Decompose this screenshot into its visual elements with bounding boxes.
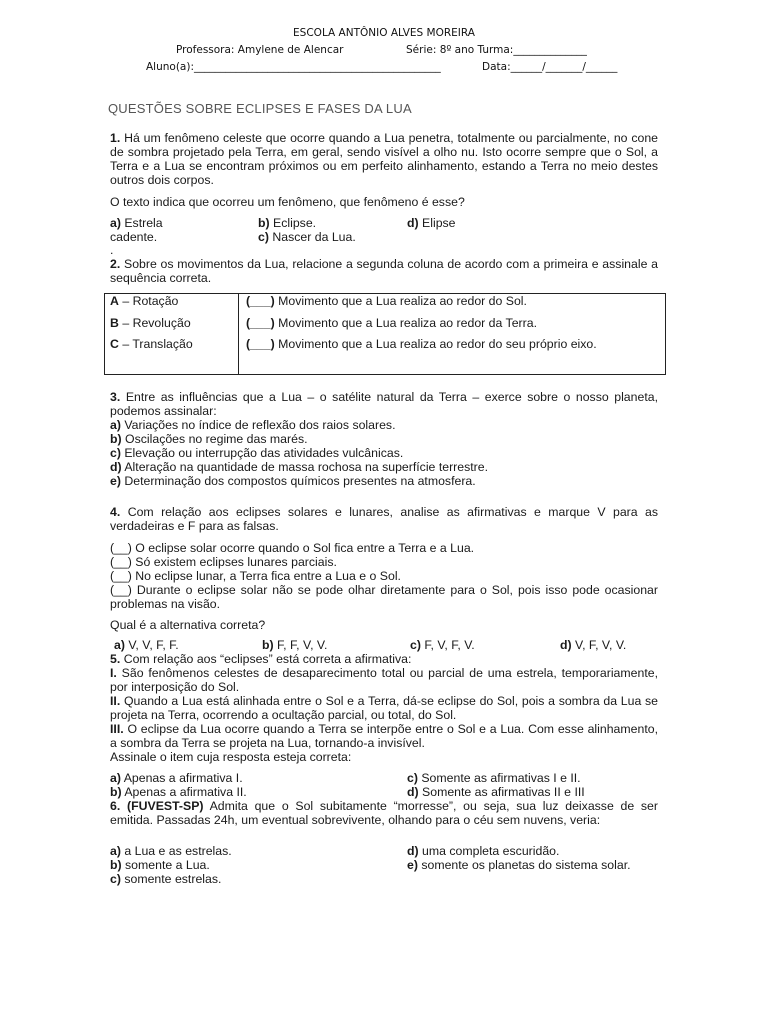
q3-option-a: a) Variações no índice de reflexão dos raios solares.: [110, 418, 396, 432]
q1-dot: .: [110, 243, 114, 257]
q4-item-2: (__) Só existem eclipses lunares parciais.: [110, 555, 337, 569]
q1-option-c: c) Nascer da Lua.: [258, 230, 356, 244]
q6-option-b: b) somente a Lua.: [110, 858, 210, 872]
q6-option-e: e) somente os planetas do sistema solar.: [407, 858, 631, 872]
teacher-name: Professora: Amylene de Alencar: [176, 44, 344, 56]
grade-field: Série: 8º ano Turma:______________: [406, 44, 587, 56]
q6-text: 6. (FUVEST-SP) Admita que o Sol subitamente “morresse”, ou seja, sua luz deixasse de ser emitida. Passadas 24h, um eventual sobrevivente, olhando para o céu sem nuvens, veria:: [110, 799, 658, 827]
q2-left-c: C – Translação: [110, 337, 193, 351]
q2-left-a: A – Rotação: [110, 294, 179, 308]
q1-option-a: a) Estrela: [110, 216, 163, 230]
q4-question: Qual é a alternativa correta?: [110, 618, 266, 632]
date-field: Data:______/_______/______: [482, 61, 618, 73]
q5-statement-2: II. Quando a Lua está alinhada entre o Sol e a Terra, dá-se eclipse do Sol, pois a sombra da Lua se projeta na Terra, ocorrendo a ocultação parcial, ou total, do Sol.: [110, 694, 659, 722]
q1-option-d: d) Elipse: [407, 216, 456, 230]
q5-option-b: b) Apenas a afirmativa II.: [110, 785, 247, 799]
q3-option-b: b) Oscilações no regime das marés.: [110, 432, 308, 446]
q4-item-3: (__) No eclipse lunar, a Terra fica entre a Lua e o Sol.: [110, 569, 401, 583]
q4-item-1: (__) O eclipse solar ocorre quando o Sol fica entre a Terra e a Lua.: [110, 541, 475, 555]
q5-statement-1: I. São fenômenos celestes de desaparecimento total ou parcial de uma estrela, temporariamente, por interposição do Sol.: [110, 666, 658, 694]
q4-option-c: c) F, V, F, V.: [410, 638, 475, 652]
q1-question: O texto indica que ocorreu um fenômeno, que fenômeno é esse?: [110, 195, 465, 209]
q5-option-a: a) Apenas a afirmativa I.: [110, 771, 243, 785]
q2-left-b: B – Revolução: [110, 316, 191, 330]
q4-option-b: b) F, F, V, V.: [262, 638, 328, 652]
q4-option-d: d) V, F, V, V.: [560, 638, 627, 652]
q2-right-2: (___) Movimento que a Lua realiza ao redor da Terra.: [246, 316, 537, 330]
q4-option-a: a) V, V, F, F.: [114, 638, 179, 652]
q1-option-a-cont: cadente.: [110, 230, 158, 244]
q5-question: Assinale o item cuja resposta esteja correta:: [110, 750, 352, 764]
q4-item-4: (__) Durante o eclipse solar não se pode olhar diretamente para o Sol, pois isso pode ocasionar problemas na visão.: [110, 583, 658, 611]
q1-option-b: b) Eclipse.: [258, 216, 317, 230]
q2-text: 2. Sobre os movimentos da Lua, relacione a segunda coluna de acordo com a primeira e assinale a sequência correta.: [110, 257, 658, 285]
student-field: Aluno(a):_______________________________________________: [146, 61, 441, 73]
q1-text: 1. Há um fenômeno celeste que ocorre quando a Lua penetra, totalmente ou parcialmente, no cone de sombra projetado pela Terra, em geral, sendo visível a olho nu. Isto ocorre sempre que o Sol, a Terra e a Lua se encontram próximos ou em perfeito alinhamento, estando a Terra no meio destes outros dois corpos.: [110, 131, 658, 187]
q2-right-3: (___) Movimento que a Lua realiza ao redor do seu próprio eixo.: [246, 337, 597, 351]
q5-option-d: d) Somente as afirmativas II e III: [407, 785, 585, 799]
q3-text: 3. Entre as influências que a Lua – o satélite natural da Terra – exerce sobre o nosso planeta, podemos assinalar:: [110, 390, 658, 418]
q4-text: 4. Com relação aos eclipses solares e lunares, analise as afirmativas e marque V para as verdadeiras e F para as falsas.: [110, 505, 659, 533]
school-name: ESCOLA ANTÔNIO ALVES MOREIRA: [293, 27, 475, 39]
q6-option-d: d) uma completa escuridão.: [407, 844, 560, 858]
q6-option-a: a) a Lua e as estrelas.: [110, 844, 232, 858]
q3-option-d: d) Alteração na quantidade de massa rochosa na superfície terrestre.: [110, 460, 489, 474]
q6-option-c: c) somente estrelas.: [110, 872, 222, 886]
q2-right-1: (___) Movimento que a Lua realiza ao redor do Sol.: [246, 294, 527, 308]
q5-text: 5. Com relação aos “eclipses” está correta a afirmativa:: [110, 652, 412, 666]
q5-option-c: c) Somente as afirmativas I e II.: [407, 771, 581, 785]
section-title: QUESTÕES SOBRE ECLIPSES E FASES DA LUA: [108, 101, 412, 116]
q3-option-c: c) Elevação ou interrupção das atividades vulcânicas.: [110, 446, 404, 460]
q5-statement-3: III. O eclipse da Lua ocorre quando a Terra se interpõe entre o Sol e a Lua. Com esse alinhamento, a sombra da Terra se projeta na Lua, tornando-a invisível.: [110, 722, 658, 750]
q3-option-e: e) Determinação dos compostos químicos presentes na atmosfera.: [110, 474, 476, 488]
